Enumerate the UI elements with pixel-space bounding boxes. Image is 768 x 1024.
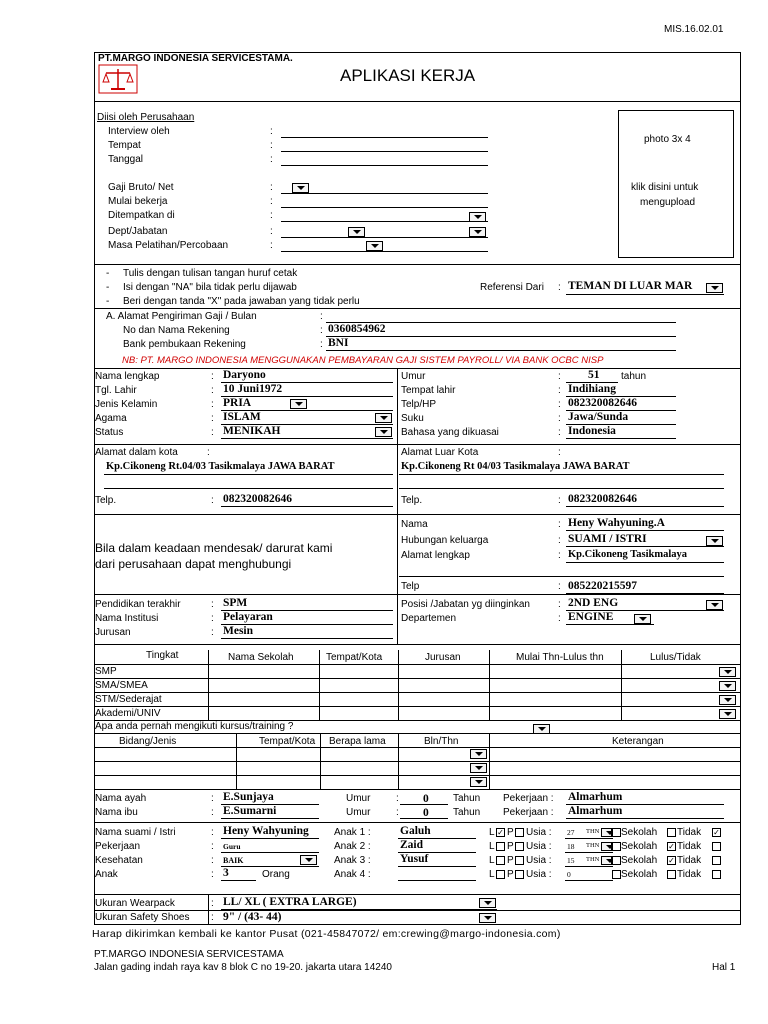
- edu-last-value: SPM: [223, 597, 248, 609]
- status-value: MENIKAH: [223, 425, 281, 437]
- edu-major-label: Jurusan: [95, 627, 131, 638]
- edu-col-city: Tempat/Kota: [326, 652, 383, 663]
- father-age-unit: Tahun: [453, 793, 481, 804]
- child-age-dropdown[interactable]: [601, 842, 612, 851]
- child-age-unit: THN: [586, 828, 600, 835]
- child-school-label: Sekolah: [621, 869, 658, 880]
- wearpack-dropdown[interactable]: [479, 898, 496, 908]
- child-not-label: Tidak: [677, 869, 702, 880]
- phone-value: 082320082646: [568, 397, 637, 409]
- child-name: Yusuf: [400, 853, 429, 865]
- father-value: E.Sunjaya: [223, 791, 274, 803]
- smp-graduated-dropdown[interactable]: [719, 667, 736, 677]
- child-name: Zaid: [400, 839, 424, 851]
- child-age: 0: [567, 870, 571, 879]
- telp-in-value: 082320082646: [223, 493, 292, 505]
- return-note: Harap dikirimkan kembali ke kantor Pusat (021-45847072/ em:crewing@margo-indonesia.com): [92, 928, 561, 940]
- contact-telp-label: Telp: [401, 581, 420, 592]
- masa-label: Masa Pelatihan/Percobaan: [108, 240, 229, 251]
- position-value: 2ND ENG: [568, 597, 619, 609]
- child-age: 18: [567, 842, 575, 851]
- edu-col-tingkat: Tingkat: [146, 650, 179, 661]
- ditempatkan-label: Ditempatkan di: [108, 210, 175, 221]
- age-value: 51: [588, 369, 600, 381]
- child-extra-checkbox[interactable]: [712, 856, 721, 865]
- child-age: 15: [567, 856, 575, 865]
- department-label: Departemen: [401, 613, 457, 624]
- shoes-value: 9" / (43- 44): [223, 911, 282, 923]
- child-l-checkbox[interactable]: [496, 856, 505, 865]
- edu-col-major: Jurusan: [425, 652, 461, 663]
- mother-job-label: Pekerjaan :: [503, 807, 554, 818]
- spouse-job-label: Pekerjaan: [95, 841, 141, 852]
- department-dropdown[interactable]: [634, 614, 651, 624]
- child-extra-checkbox[interactable]: [712, 870, 721, 879]
- father-label: Nama ayah: [95, 793, 147, 804]
- child-school-label: Sekolah: [621, 841, 658, 852]
- training-date-dropdown-3[interactable]: [470, 777, 487, 787]
- child-label: Anak 1 :: [334, 827, 371, 838]
- child-l-checkbox[interactable]: [496, 870, 505, 879]
- gender-value: PRIA: [223, 397, 252, 409]
- form-title: APLIKASI KERJA: [340, 66, 476, 85]
- stm-graduated-dropdown[interactable]: [719, 695, 736, 705]
- bank-label: Bank pembukaan Rekening: [123, 339, 246, 350]
- phone-label: Telp/HP: [401, 399, 437, 410]
- father-job-label: Pekerjaan :: [503, 793, 554, 804]
- child-usia-label: Usia :: [526, 827, 552, 838]
- child-not-label: Tidak: [677, 827, 702, 838]
- child-extra-checkbox[interactable]: [712, 842, 721, 851]
- child-usia-label: Usia :: [526, 869, 552, 880]
- footer-address: Jalan gading indah raya kav 8 blok C no 19-20. jakarta utara 14240: [94, 962, 392, 973]
- shoes-dropdown[interactable]: [479, 913, 496, 923]
- birthplace-value: Indihiang: [568, 383, 616, 395]
- child-age-unit: THN: [586, 856, 600, 863]
- address-out-value: Kp.Cikoneng Rt 04/03 Tasikmalaya JAWA BARAT: [401, 461, 630, 472]
- univ-graduated-dropdown[interactable]: [719, 709, 736, 719]
- child-not-school-checkbox[interactable]: ✓: [668, 842, 675, 851]
- tribe-label: Suku: [401, 413, 424, 424]
- spouse-name-label: Nama suami / Istri: [95, 827, 176, 838]
- child-label: Anak 2 :: [334, 841, 371, 852]
- mother-age-unit: Tahun: [453, 807, 481, 818]
- photo-label: photo 3x 4: [644, 134, 691, 145]
- page-number: Hal 1: [712, 962, 736, 973]
- child-school-checkbox[interactable]: [612, 856, 621, 865]
- training-date-dropdown-1[interactable]: [470, 749, 487, 759]
- instruction-2: Isi dengan "NA" bila tidak perlu dijawab: [123, 282, 297, 293]
- interview-label: Interview oleh: [108, 126, 170, 137]
- tanggal-label: Tanggal: [108, 154, 144, 165]
- training-col-notes: Keterangan: [612, 736, 664, 747]
- child-school-checkbox[interactable]: [612, 870, 621, 879]
- name-label: Nama lengkap: [95, 371, 160, 382]
- referensi-value: TEMAN DI LUAR MAR: [568, 280, 693, 292]
- jabatan-dropdown[interactable]: [469, 227, 486, 237]
- mother-job-value: Almarhum: [568, 805, 623, 817]
- contact-name-label: Nama: [401, 519, 428, 530]
- status-label: Status: [95, 427, 124, 438]
- photo-hint-2: mengupload: [640, 197, 696, 208]
- edu-col-school: Nama Sekolah: [228, 652, 294, 663]
- telp-out-value: 082320082646: [568, 493, 637, 505]
- gender-dropdown[interactable]: [290, 399, 307, 409]
- instruction-1: Tulis dengan tulisan tangan huruf cetak: [123, 268, 298, 279]
- spouse-job-value: Guru: [223, 842, 241, 851]
- child-l-checkbox[interactable]: ✓: [497, 828, 504, 837]
- sma-graduated-dropdown[interactable]: [719, 681, 736, 691]
- edu-row-smp: SMP: [95, 666, 117, 677]
- photo-hint-1: klik disini untuk: [631, 182, 699, 193]
- shoes-label: Ukuran Safety Shoes: [95, 912, 190, 923]
- address-out-label: Alamat Luar Kota: [401, 447, 479, 458]
- children-count-value: 3: [223, 867, 229, 879]
- referensi-label: Referensi Dari: [480, 282, 544, 293]
- payroll-note: NB: PT. MARGO INDONESIA MENGGUNAKAN PEMBAYARAN GAJI SISTEM PAYROLL/ VIA BANK OCBC NISP: [122, 355, 604, 366]
- referensi-dropdown[interactable]: [706, 283, 723, 293]
- name-value: Daryono: [223, 369, 266, 381]
- child-age-dropdown[interactable]: [601, 856, 612, 865]
- position-dropdown[interactable]: [706, 600, 723, 610]
- language-value: Indonesia: [568, 425, 616, 437]
- contact-address-value: Kp.Cikoneng Tasikmalaya: [568, 549, 688, 560]
- training-col-city: Tempat/Kota: [259, 736, 316, 747]
- mother-age-label: Umur: [346, 807, 371, 818]
- tribe-value: Jawa/Sunda: [568, 411, 629, 423]
- position-label: Posisi /Jabatan yg diinginkan: [401, 599, 530, 610]
- dept-label: Dept/Jabatan: [108, 226, 168, 237]
- telp-in-label: Telp.: [95, 495, 117, 506]
- child-p-label: P: [507, 841, 514, 852]
- edu-last-label: Pendidikan terakhir: [95, 599, 181, 610]
- children-count-label: Anak: [95, 869, 118, 880]
- account-label: No dan Nama Rekening: [123, 325, 230, 336]
- mulai-label: Mulai bekerja: [108, 196, 168, 207]
- relation-dropdown[interactable]: [706, 536, 723, 546]
- child-not-school-checkbox[interactable]: ✓: [668, 856, 675, 865]
- mother-value: E.Sumarni: [223, 805, 277, 817]
- edu-col-years: Mulai Thn-Lulus thn: [516, 652, 604, 663]
- address-in-label: Alamat dalam kota: [95, 447, 178, 458]
- birthplace-label: Tempat lahir: [401, 385, 456, 396]
- religion-label: Agama: [95, 413, 127, 424]
- instruction-3: Beri dengan tanda "X" pada jawaban yang tidak perlu: [123, 296, 360, 307]
- mother-age-value: 0: [423, 807, 429, 819]
- child-l-checkbox[interactable]: [496, 842, 505, 851]
- child-not-label: Tidak: [677, 855, 702, 866]
- status-dropdown[interactable]: [375, 427, 392, 437]
- footer-company: PT.MARGO INDONESIA SERVICESTAMA: [94, 949, 284, 960]
- training-question: Apa anda pernah mengikuti kursus/training ?: [95, 721, 294, 732]
- edu-major-value: Mesin: [223, 625, 254, 637]
- edu-row-univ: Akademi/UNIV: [95, 708, 161, 719]
- language-label: Bahasa yang dikuasai: [401, 427, 499, 438]
- masa-dropdown[interactable]: [366, 241, 383, 251]
- payment-address-label: A. Alamat Pengiriman Gaji / Bulan: [106, 311, 257, 322]
- wearpack-value: LL/ XL ( EXTRA LARGE): [223, 896, 357, 908]
- company-name: PT.MARGO INDONESIA SERVICESTAMA.: [98, 53, 293, 64]
- emergency-text-1: Bila dalam keadaan mendesak/ darurat kami: [95, 541, 333, 555]
- doc-code: MIS.16.02.01: [664, 24, 724, 35]
- spouse-health-value: BAIK: [223, 856, 244, 865]
- ditempatkan-dropdown[interactable]: [469, 212, 486, 222]
- child-label: Anak 3 :: [334, 855, 371, 866]
- child-p-checkbox[interactable]: [515, 856, 524, 865]
- relation-value: SUAMI / ISTRI: [568, 533, 647, 545]
- emergency-text-2: dari perusahaan dapat menghubungi: [95, 557, 292, 571]
- child-age: 27: [567, 828, 575, 837]
- child-l-label: L: [489, 869, 495, 880]
- age-unit: tahun: [621, 371, 647, 382]
- dept-dropdown[interactable]: [348, 227, 365, 237]
- gender-label: Jenis Kelamin: [95, 399, 158, 410]
- child-p-checkbox[interactable]: [515, 842, 524, 851]
- edu-row-sma: SMA/SMEA: [95, 680, 148, 691]
- child-extra-checkbox[interactable]: ✓: [713, 828, 720, 837]
- account-value: 0360854962: [328, 323, 386, 335]
- edu-institution-label: Nama Institusi: [95, 613, 159, 624]
- religion-dropdown[interactable]: [375, 413, 392, 423]
- bank-value: BNI: [328, 337, 349, 349]
- telp-out-label: Telp.: [401, 495, 423, 506]
- dob-value: 10 Juni1972: [223, 383, 283, 395]
- father-age-value: 0: [423, 793, 429, 805]
- age-label: Umur: [401, 371, 426, 382]
- child-p-label: P: [507, 869, 514, 880]
- health-dropdown[interactable]: [300, 855, 317, 865]
- contact-name-value: Heny Wahyuning.A: [568, 517, 665, 529]
- child-school-checkbox[interactable]: [612, 842, 621, 851]
- edu-institution-value: Pelayaran: [223, 611, 273, 623]
- father-job-value: Almarhum: [568, 791, 623, 803]
- child-p-checkbox[interactable]: [515, 870, 524, 879]
- child-l-label: L: [489, 827, 495, 838]
- father-age-label: Umur: [346, 793, 371, 804]
- child-l-label: L: [489, 841, 495, 852]
- child-name: Galuh: [400, 825, 431, 837]
- child-p-label: P: [507, 827, 514, 838]
- edu-col-graduated: Lulus/Tidak: [650, 652, 701, 663]
- dob-label: Tgl. Lahir: [95, 385, 137, 396]
- spouse-health-label: Kesehatan: [95, 855, 143, 866]
- child-school-checkbox[interactable]: [612, 828, 621, 837]
- training-date-dropdown-2[interactable]: [470, 763, 487, 773]
- training-col-type: Bidang/Jenis: [119, 736, 177, 747]
- child-usia-label: Usia :: [526, 855, 552, 866]
- children-count-unit: Orang: [262, 869, 290, 880]
- contact-telp-value: 085220215597: [568, 580, 637, 592]
- child-school-label: Sekolah: [621, 855, 658, 866]
- contact-address-label: Alamat lengkap: [401, 550, 470, 561]
- training-col-date: Bln/Thn: [424, 736, 459, 747]
- child-not-school-checkbox[interactable]: [667, 828, 676, 837]
- gaji-dropdown[interactable]: [292, 183, 309, 193]
- child-p-checkbox[interactable]: [515, 828, 524, 837]
- company-logo-icon: [98, 64, 138, 94]
- address-in-value: Kp.Cikoneng Rt.04/03 Tasikmalaya JAWA BARAT: [106, 461, 335, 472]
- child-school-label: Sekolah: [621, 827, 658, 838]
- child-age-dropdown[interactable]: [601, 828, 612, 837]
- child-p-label: P: [507, 855, 514, 866]
- mother-label: Nama ibu: [95, 807, 138, 818]
- child-l-label: L: [489, 855, 495, 866]
- child-not-label: Tidak: [677, 841, 702, 852]
- training-col-duration: Berapa lama: [329, 736, 386, 747]
- gaji-label: Gaji Bruto/ Net: [108, 182, 174, 193]
- child-label: Anak 4 :: [334, 869, 371, 880]
- company-section-header: Diisi oleh Perusahaan: [97, 112, 195, 123]
- tempat-label: Tempat: [108, 140, 141, 151]
- relation-label: Hubungan keluarga: [401, 535, 489, 546]
- edu-row-stm: STM/Sederajat: [95, 694, 162, 705]
- child-age-unit: THN: [586, 842, 600, 849]
- wearpack-label: Ukuran Wearpack: [95, 898, 175, 909]
- child-not-school-checkbox[interactable]: [667, 870, 676, 879]
- religion-value: ISLAM: [223, 411, 261, 423]
- spouse-name-value: Heny Wahyuning: [223, 825, 309, 837]
- child-usia-label: Usia :: [526, 841, 552, 852]
- department-value: ENGINE: [568, 611, 614, 623]
